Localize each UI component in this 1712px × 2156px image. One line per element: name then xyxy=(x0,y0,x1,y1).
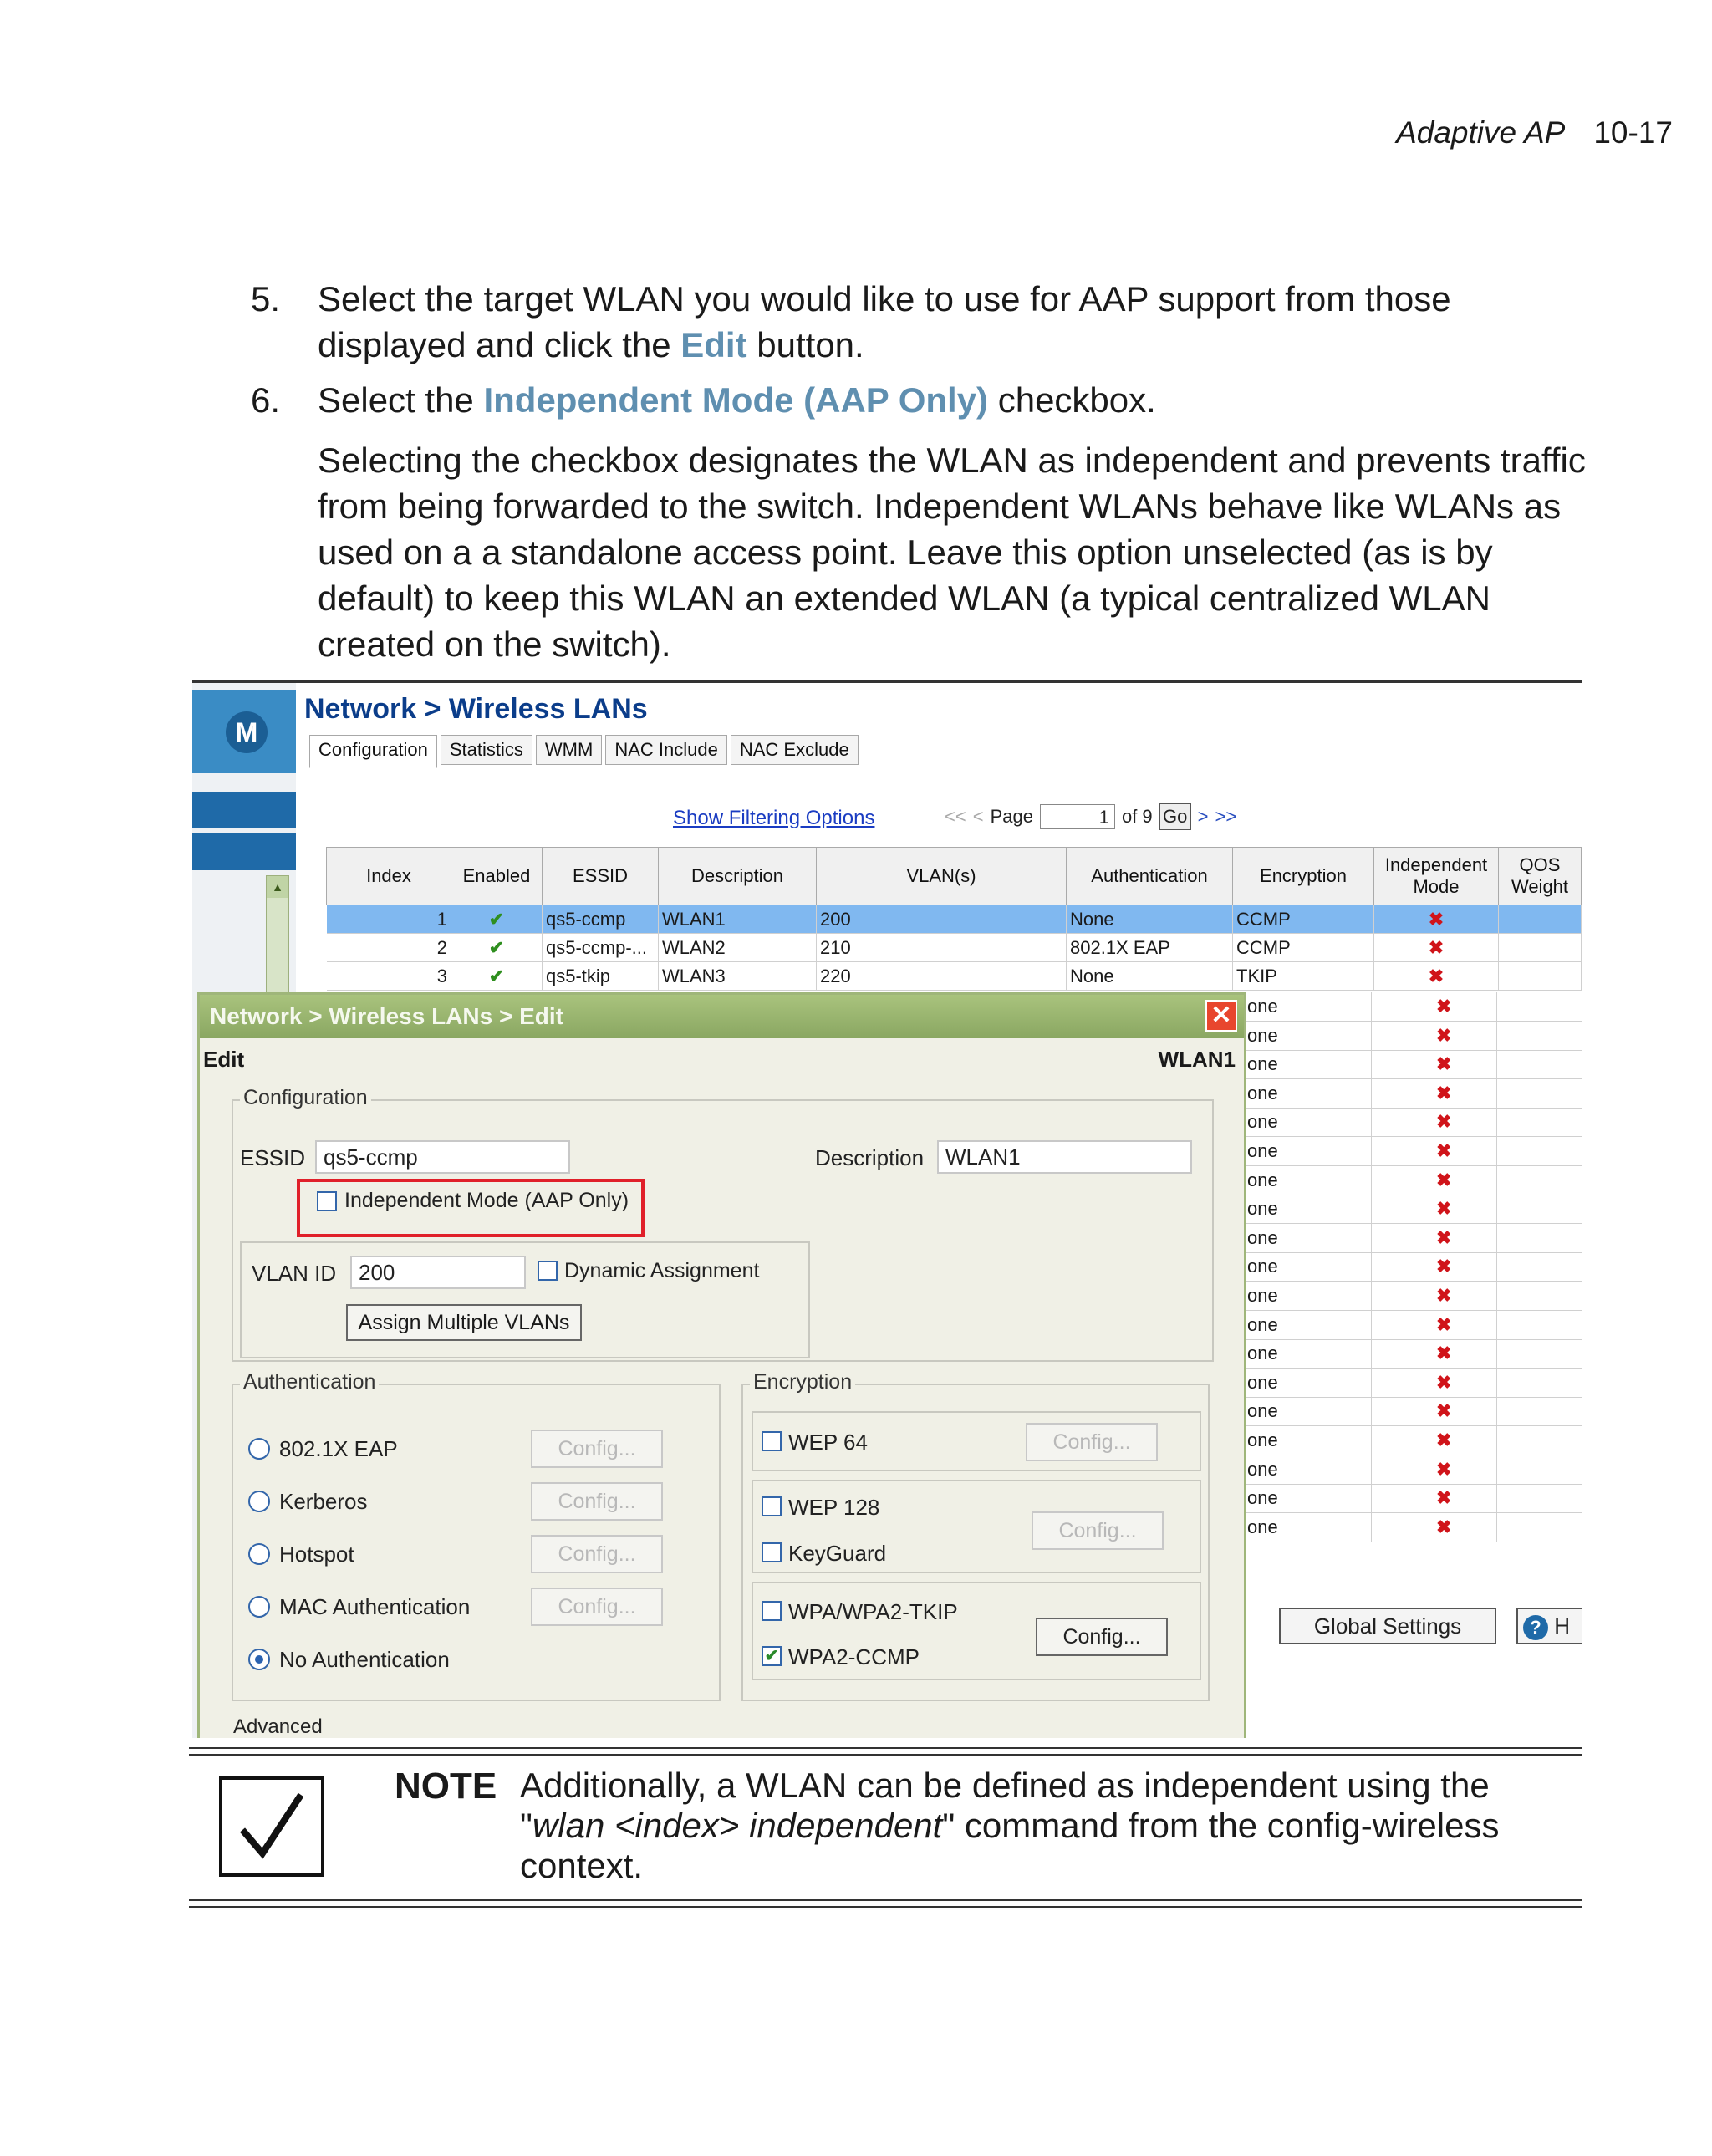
table-row[interactable] xyxy=(1246,1513,1582,1542)
cell-enc: one xyxy=(1247,1371,1278,1393)
cross-icon: ✖ xyxy=(1436,1458,1452,1480)
column-divider xyxy=(1371,1369,1372,1397)
cell-enc: CCMP xyxy=(1233,905,1374,934)
wpa-tkip-checkbox[interactable] xyxy=(762,1601,782,1621)
note-command: wlan <index> independent xyxy=(532,1806,943,1845)
mac-config-button[interactable]: Config... xyxy=(531,1588,663,1626)
wpa2-ccmp-checkbox[interactable]: ✔ xyxy=(762,1646,782,1666)
description-input[interactable]: WLAN1 xyxy=(937,1140,1192,1174)
cross-icon: ✖ xyxy=(1436,1256,1452,1277)
auth-none-label: No Authentication xyxy=(279,1647,450,1672)
explanation-paragraph: Selecting the checkbox designates the WLAN as independent and prevents traffic from being forwarded to the switch. Independent WLANs behave like WLANs as used on a a standalone access point. Leave this option unselected (as is by default) to keep this WLAN an extended WLAN (a typical centralized WLAN created on the switch). xyxy=(318,441,1586,664)
cell-essid: qs5-ccmp xyxy=(543,905,659,934)
note-label: NOTE xyxy=(395,1766,497,1807)
cell-enc: one xyxy=(1247,1516,1278,1537)
cell-vlan: 210 xyxy=(817,934,1067,962)
auth-kerberos-label: Kerberos xyxy=(279,1489,368,1514)
global-settings-button[interactable]: Global Settings xyxy=(1279,1608,1496,1644)
column-divider xyxy=(1496,1050,1497,1078)
table-row[interactable] xyxy=(327,905,1582,934)
encryption-label: Encryption xyxy=(750,1370,855,1394)
column-divider xyxy=(1496,1455,1497,1484)
col-index[interactable]: Index xyxy=(327,848,451,905)
cross-icon: ✖ xyxy=(1436,1226,1452,1248)
note-check-icon xyxy=(219,1776,324,1877)
motorola-logo xyxy=(192,690,296,773)
table-row[interactable] xyxy=(1246,1195,1582,1224)
column-divider xyxy=(1496,1311,1497,1339)
dynamic-assignment-label: Dynamic Assignment xyxy=(564,1259,760,1282)
cell-enc: one xyxy=(1247,1313,1278,1335)
cell-enc: one xyxy=(1247,1140,1278,1161)
note-text xyxy=(520,1766,1557,1886)
wep128-checkbox[interactable] xyxy=(762,1496,782,1516)
check-icon: ✔ xyxy=(451,905,543,934)
essid-input[interactable]: qs5-ccmp xyxy=(315,1140,570,1174)
table-row[interactable] xyxy=(1246,1369,1582,1398)
cross-icon: ✖ xyxy=(1436,1198,1452,1220)
configuration-label: Configuration xyxy=(240,1086,371,1110)
page-number: 10-17 xyxy=(1593,115,1673,150)
table-row[interactable] xyxy=(1246,1022,1582,1051)
independent-mode-keyword: Independent Mode (AAP Only) xyxy=(483,380,989,420)
cross-icon: ✖ xyxy=(1436,1169,1452,1190)
column-divider xyxy=(1371,1108,1372,1136)
column-divider xyxy=(1496,1426,1497,1455)
column-divider xyxy=(1371,1079,1372,1108)
table-row[interactable] xyxy=(1246,1166,1582,1195)
cross-icon: ✖ xyxy=(1436,1053,1452,1075)
column-divider xyxy=(1496,1252,1497,1281)
running-header xyxy=(1396,115,1673,150)
column-divider xyxy=(1371,1282,1372,1310)
table-row[interactable] xyxy=(327,934,1582,962)
keyguard-label: KeyGuard xyxy=(788,1541,887,1566)
column-divider xyxy=(1496,1282,1497,1310)
wep128-config-button[interactable]: Config... xyxy=(1032,1511,1164,1550)
cell-enc: one xyxy=(1247,1226,1278,1248)
wep128-label: WEP 128 xyxy=(788,1495,880,1520)
first-page-button[interactable]: << xyxy=(945,806,966,827)
column-divider xyxy=(1371,1484,1372,1512)
column-divider xyxy=(1371,1224,1372,1252)
radio-802-1x-eap[interactable] xyxy=(248,1438,270,1460)
keyguard-checkbox[interactable] xyxy=(762,1542,782,1562)
cross-icon: ✖ xyxy=(1374,934,1499,962)
cross-icon: ✖ xyxy=(1436,1313,1452,1335)
col-enabled[interactable]: Enabled xyxy=(451,848,543,905)
cell-description: WLAN2 xyxy=(659,934,817,962)
cell-vlan: 220 xyxy=(817,962,1067,991)
cell-auth: None xyxy=(1067,962,1233,991)
tab-statistics[interactable]: Statistics xyxy=(441,735,532,765)
column-divider xyxy=(1496,1195,1497,1223)
cell-qos xyxy=(1499,905,1582,934)
rule-bottom-inner xyxy=(189,1906,1582,1908)
next-page-button[interactable]: > xyxy=(1197,806,1209,827)
cell-enc: one xyxy=(1247,1198,1278,1220)
column-divider xyxy=(1371,992,1372,1021)
cross-icon: ✖ xyxy=(1436,1487,1452,1509)
col-encryption[interactable]: Encryption xyxy=(1233,848,1374,905)
section-title: Adaptive AP xyxy=(1396,115,1566,150)
cross-icon: ✖ xyxy=(1436,1082,1452,1103)
rule-bottom xyxy=(189,1899,1582,1901)
wep64-config-button[interactable]: Config... xyxy=(1026,1423,1158,1461)
description-label: Description xyxy=(815,1145,925,1170)
column-divider xyxy=(1371,1311,1372,1339)
cross-icon: ✖ xyxy=(1436,1400,1452,1422)
page-count: of 9 xyxy=(1121,806,1153,827)
kerberos-config-button[interactable]: Config... xyxy=(531,1482,663,1521)
dynamic-assignment-checkbox[interactable] xyxy=(538,1261,558,1281)
cell-essid: qs5-ccmp-... xyxy=(543,934,659,962)
page-input[interactable]: 1 xyxy=(1040,804,1115,829)
cell-enc: TKIP xyxy=(1233,962,1374,991)
cell-enc: one xyxy=(1247,1487,1278,1509)
wpa-config-button[interactable]: Config... xyxy=(1036,1618,1168,1656)
close-icon[interactable]: ✕ xyxy=(1205,1000,1237,1032)
column-divider xyxy=(1496,1224,1497,1252)
table-row[interactable] xyxy=(1246,1224,1582,1253)
cell-auth: None xyxy=(1067,905,1233,934)
note-line-1: Additionally, a WLAN can be defined as independent using the xyxy=(520,1766,1490,1805)
step-6 xyxy=(251,377,1588,423)
check-icon: ✔ xyxy=(451,934,543,962)
radio-hotspot[interactable] xyxy=(248,1543,270,1565)
tab-nac-include[interactable]: NAC Include xyxy=(605,735,727,765)
column-divider xyxy=(1371,1513,1372,1542)
column-divider xyxy=(1496,1022,1497,1050)
table-row[interactable] xyxy=(1246,1079,1582,1109)
advanced-label: Advanced xyxy=(233,1715,323,1738)
column-divider xyxy=(1496,1397,1497,1425)
cell-enc: one xyxy=(1247,1256,1278,1277)
cell-description: WLAN3 xyxy=(659,962,817,991)
cell-enc: one xyxy=(1247,1430,1278,1450)
cross-icon: ✖ xyxy=(1436,1371,1452,1393)
table-row[interactable] xyxy=(1246,1455,1582,1485)
cell-enc: one xyxy=(1247,996,1278,1017)
eap-config-button[interactable]: Config... xyxy=(531,1430,663,1468)
col-authentication[interactable]: Authentication xyxy=(1067,848,1233,905)
note-line-2 xyxy=(520,1806,1557,1886)
vlan-id-label: VLAN ID xyxy=(252,1261,337,1286)
wpa-tkip-label: WPA/WPA2-TKIP xyxy=(788,1599,958,1624)
radio-mac-authentication[interactable] xyxy=(248,1596,270,1618)
wireless-lans-screenshot xyxy=(192,680,1582,1738)
column-divider xyxy=(1496,1513,1497,1542)
col-qos-weight[interactable]: QOS Weight xyxy=(1499,848,1582,905)
logo-mark: M xyxy=(226,711,268,753)
table-row[interactable] xyxy=(1246,1108,1582,1137)
independent-mode-label: Independent Mode (AAP Only) xyxy=(344,1189,629,1212)
radio-no-authentication[interactable] xyxy=(248,1649,270,1670)
cell-auth: 802.1X EAP xyxy=(1067,934,1233,962)
column-divider xyxy=(1496,1108,1497,1136)
cell-index: 3 xyxy=(327,962,451,991)
wlan-table xyxy=(326,847,1582,991)
cell-enc: one xyxy=(1247,1400,1278,1422)
nav-bar[interactable] xyxy=(192,792,296,828)
column-divider xyxy=(1496,1166,1497,1195)
column-divider xyxy=(1496,1137,1497,1165)
table-row[interactable] xyxy=(1246,1397,1582,1426)
cross-icon: ✖ xyxy=(1436,1343,1452,1364)
cross-icon: ✖ xyxy=(1436,996,1452,1017)
column-divider xyxy=(1371,1252,1372,1281)
cell-enc: one xyxy=(1247,1285,1278,1306)
vlan-id-input[interactable]: 200 xyxy=(350,1256,526,1289)
cell-enc: one xyxy=(1247,1024,1278,1046)
table-row[interactable] xyxy=(1246,992,1582,1022)
cell-enc: one xyxy=(1247,1169,1278,1190)
cross-icon: ✖ xyxy=(1436,1430,1452,1450)
cross-icon: ✖ xyxy=(1436,1024,1452,1046)
cell-index: 2 xyxy=(327,934,451,962)
column-divider xyxy=(1496,1484,1497,1512)
radio-kerberos[interactable] xyxy=(248,1491,270,1512)
prev-page-button[interactable]: < xyxy=(972,806,984,827)
step-text: Select the xyxy=(318,380,484,420)
step-number: 5. xyxy=(251,279,281,319)
assign-multiple-vlans-button[interactable]: Assign Multiple VLANs xyxy=(346,1304,582,1341)
step-text-end: button. xyxy=(746,325,864,364)
table-row[interactable] xyxy=(1246,1252,1582,1282)
wep64-checkbox[interactable] xyxy=(762,1431,782,1451)
quote-open: " xyxy=(520,1806,532,1845)
edit-keyword: Edit xyxy=(680,325,747,364)
column-divider xyxy=(1496,1369,1497,1397)
last-page-button[interactable]: >> xyxy=(1215,806,1237,827)
cross-icon: ✖ xyxy=(1374,962,1499,991)
show-filtering-options-link[interactable]: Show Filtering Options xyxy=(673,807,875,829)
auth-802-1x-eap-label: 802.1X EAP xyxy=(279,1436,398,1461)
col-essid[interactable]: ESSID xyxy=(543,848,659,905)
edit-label: Edit xyxy=(203,1047,245,1072)
go-button[interactable]: Go xyxy=(1159,803,1191,830)
page-label: Page xyxy=(990,806,1033,827)
quote-close: " xyxy=(942,1806,955,1845)
cross-icon: ✖ xyxy=(1436,1111,1452,1133)
cell-vlan: 200 xyxy=(817,905,1067,934)
cell-essid: qs5-tkip xyxy=(543,962,659,991)
column-divider xyxy=(1371,1339,1372,1368)
edit-wlan-dialog xyxy=(197,992,1246,1738)
col-vlans[interactable]: VLAN(s) xyxy=(817,848,1067,905)
tab-bar xyxy=(309,735,862,767)
independent-mode-checkbox[interactable] xyxy=(317,1191,337,1211)
pager xyxy=(945,803,1236,830)
cell-enc: one xyxy=(1247,1082,1278,1103)
column-divider xyxy=(1371,1137,1372,1165)
table-row[interactable] xyxy=(1246,1426,1582,1455)
note-line-2-end: command from the config-wireless context. xyxy=(520,1806,1500,1885)
table-row[interactable] xyxy=(327,962,1582,991)
wep64-label: WEP 64 xyxy=(788,1430,868,1455)
auth-hotspot-label: Hotspot xyxy=(279,1542,354,1567)
check-icon: ✔ xyxy=(451,962,543,991)
cross-icon: ✖ xyxy=(1436,1140,1452,1161)
table-row[interactable] xyxy=(1246,1282,1582,1311)
column-divider xyxy=(1371,1195,1372,1223)
column-divider xyxy=(1371,1455,1372,1484)
column-divider xyxy=(1371,1397,1372,1425)
wlan-label: WLAN1 xyxy=(1158,1047,1236,1072)
tab-configuration[interactable]: Configuration xyxy=(309,735,437,768)
col-description[interactable]: Description xyxy=(659,848,817,905)
cell-enc: CCMP xyxy=(1233,934,1374,962)
column-divider xyxy=(1496,1079,1497,1108)
col-independent-mode[interactable]: Independent Mode xyxy=(1374,848,1499,905)
cross-icon: ✖ xyxy=(1374,905,1499,934)
table-row[interactable] xyxy=(1246,1050,1582,1079)
nav-bar[interactable] xyxy=(192,833,296,870)
authentication-label: Authentication xyxy=(240,1370,379,1394)
cell-enc: one xyxy=(1247,1053,1278,1075)
step-text: Select the target WLAN you would like to use for AAP support from those displayed and click the xyxy=(318,279,1451,364)
tab-nac-exclude[interactable]: NAC Exclude xyxy=(731,735,859,765)
column-divider xyxy=(1371,1426,1372,1455)
column-divider xyxy=(1371,1050,1372,1078)
wpa2-ccmp-label: WPA2-CCMP xyxy=(788,1644,920,1669)
table-row[interactable] xyxy=(1246,1311,1582,1340)
dialog-title: Network > Wireless LANs > Edit xyxy=(210,1003,563,1029)
cell-enc: one xyxy=(1247,1343,1278,1364)
cross-icon: ✖ xyxy=(1436,1285,1452,1306)
column-divider xyxy=(1496,992,1497,1021)
cross-icon: ✖ xyxy=(1436,1516,1452,1537)
cell-enc: one xyxy=(1247,1111,1278,1133)
table-row[interactable] xyxy=(1246,1484,1582,1513)
step-text-end: checkbox. xyxy=(988,380,1156,420)
step-5 xyxy=(251,276,1588,368)
page-title: Network > Wireless LANs xyxy=(304,693,648,725)
cell-description: WLAN1 xyxy=(659,905,817,934)
cell-qos xyxy=(1499,934,1582,962)
tab-wmm[interactable]: WMM xyxy=(536,735,602,765)
help-button[interactable] xyxy=(1516,1608,1582,1644)
table-row[interactable] xyxy=(1246,1137,1582,1166)
column-divider xyxy=(1371,1166,1372,1195)
dialog-titlebar[interactable] xyxy=(200,995,1244,1038)
table-row[interactable] xyxy=(1246,1339,1582,1369)
rule-top xyxy=(189,1747,1582,1749)
help-icon: ? xyxy=(1523,1615,1548,1640)
cell-qos xyxy=(1499,962,1582,991)
cell-index: 1 xyxy=(327,905,451,934)
scroll-up-icon[interactable]: ▲ xyxy=(267,876,288,898)
step-number: 6. xyxy=(251,380,281,420)
column-divider xyxy=(1496,1339,1497,1368)
column-divider xyxy=(1371,1022,1372,1050)
essid-label: ESSID xyxy=(240,1145,306,1170)
hotspot-config-button[interactable]: Config... xyxy=(531,1535,663,1573)
cell-enc: one xyxy=(1247,1458,1278,1480)
auth-mac-label: MAC Authentication xyxy=(279,1594,471,1619)
rule-top-inner xyxy=(189,1754,1582,1756)
help-label: H xyxy=(1554,1613,1571,1639)
